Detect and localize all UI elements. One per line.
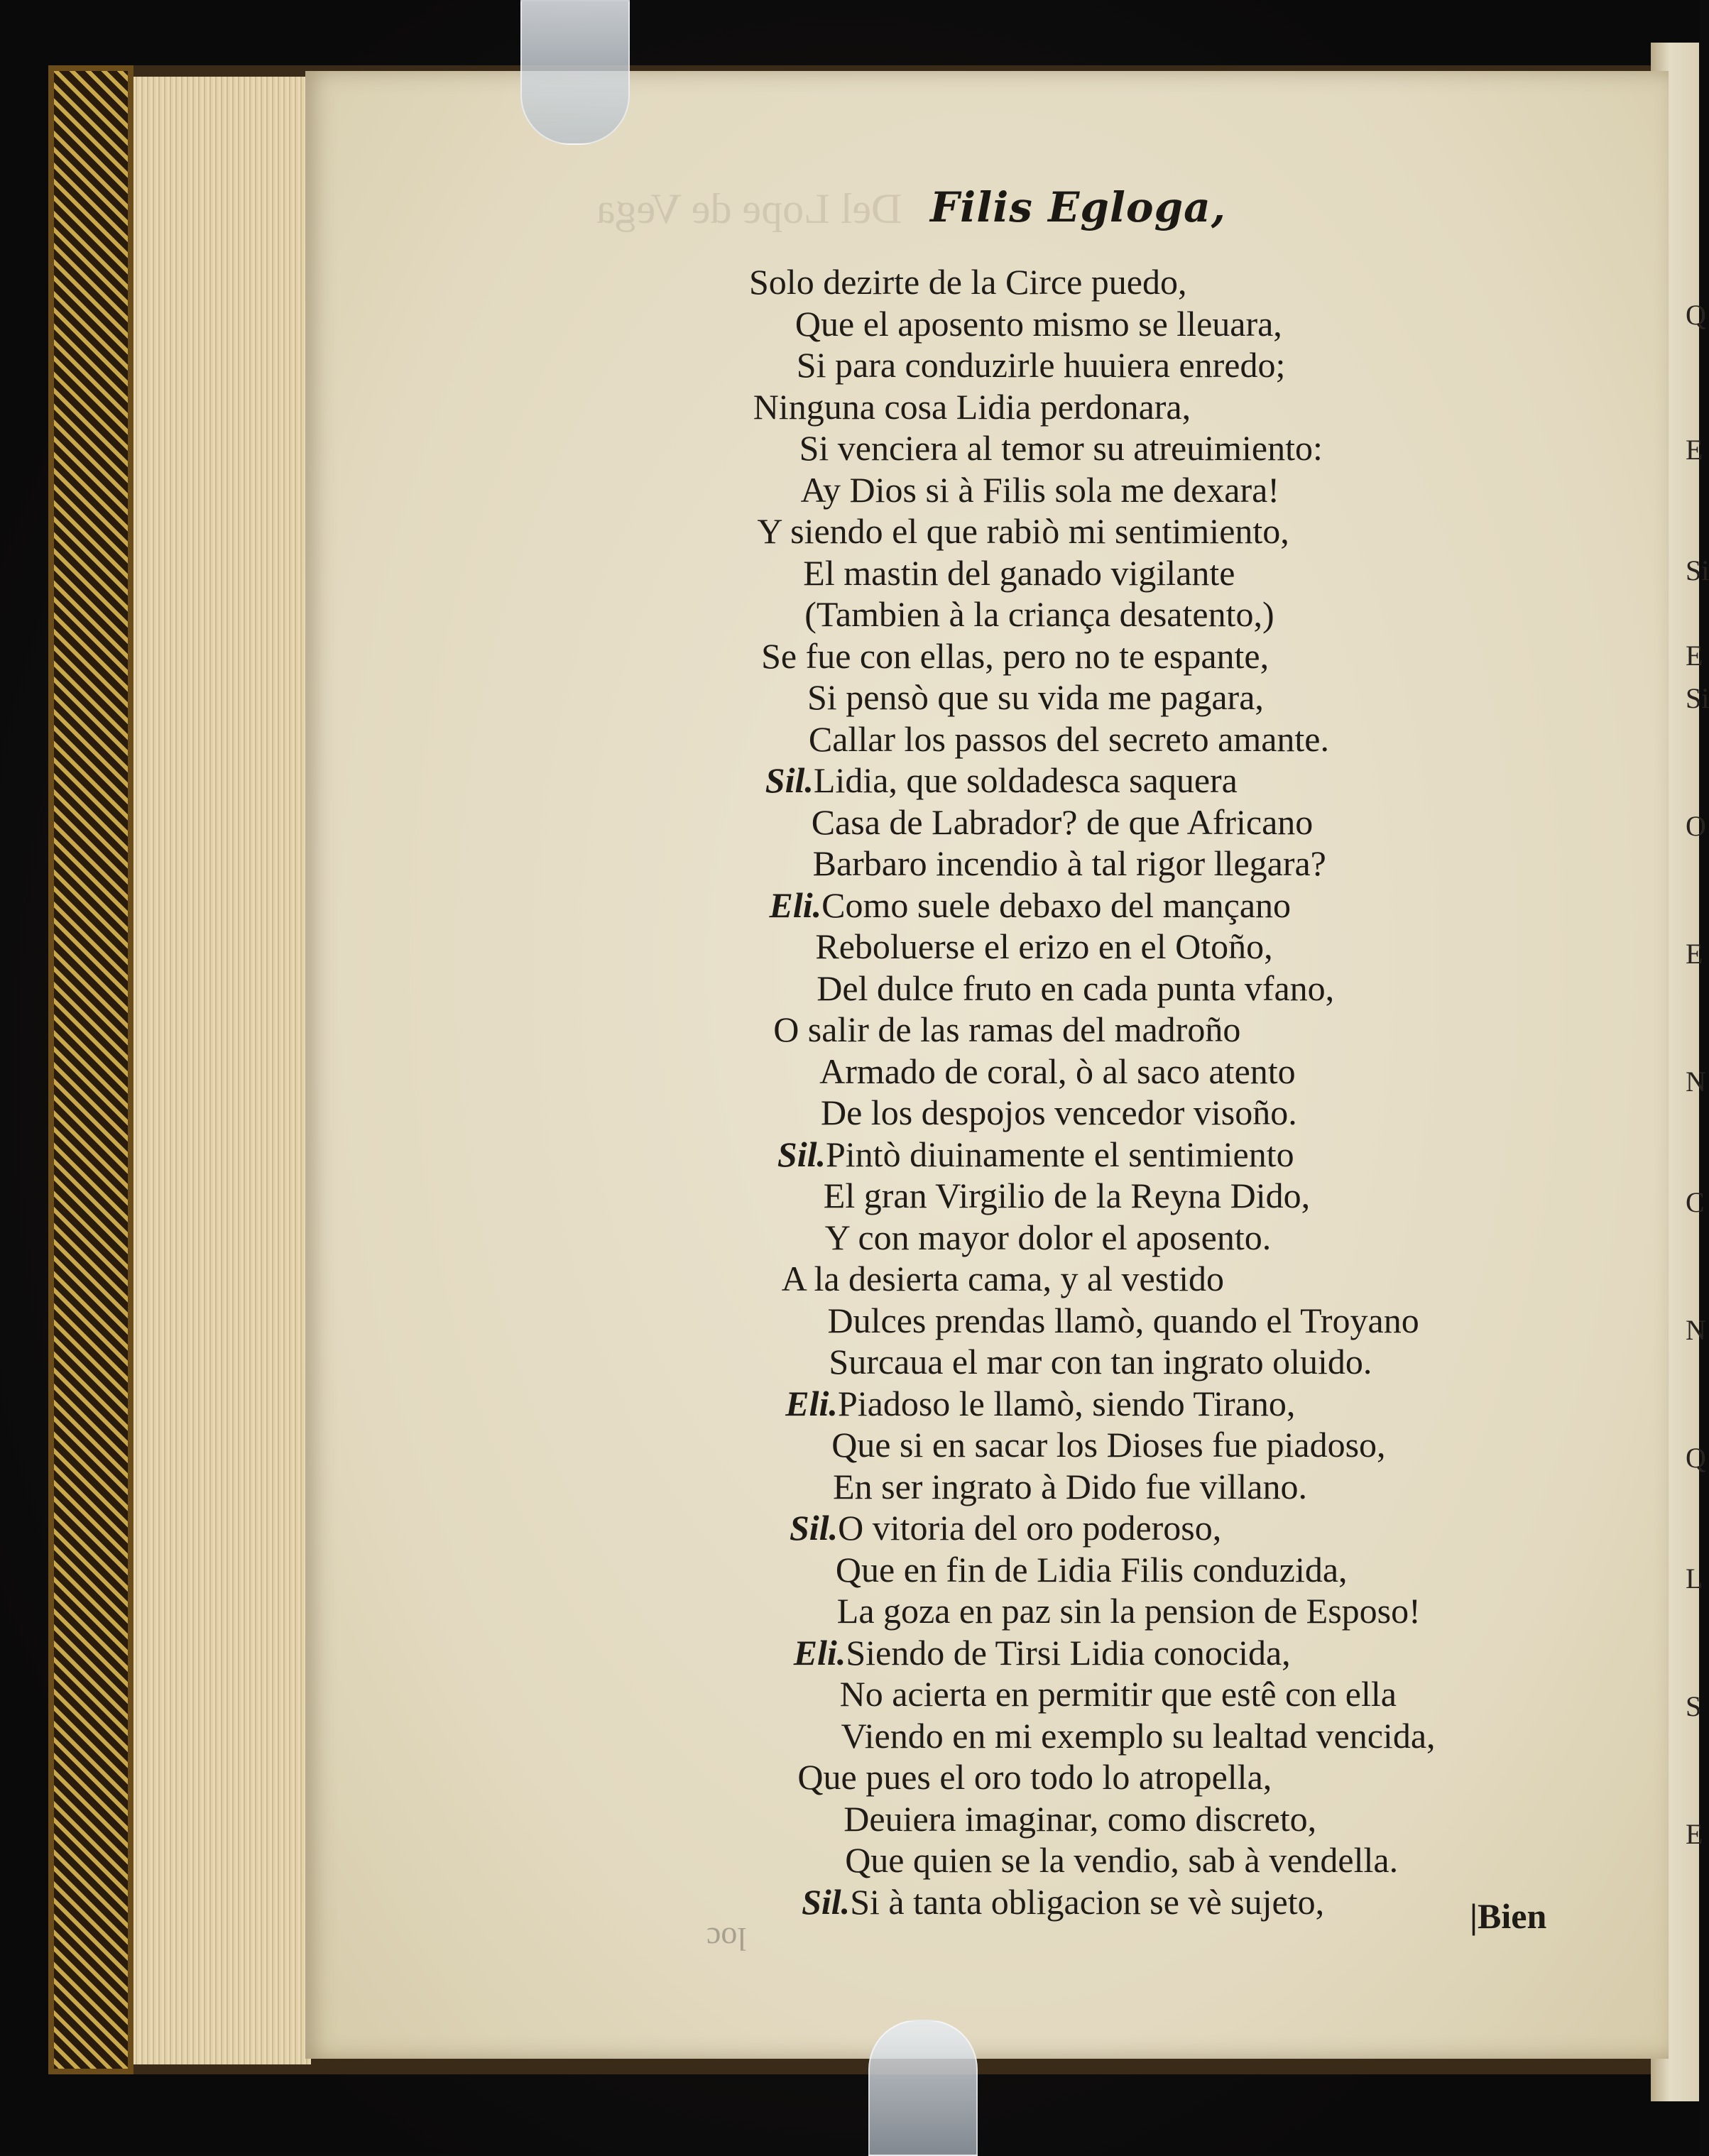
verse-text-content: En ser ingrato à Dido fue villano. xyxy=(833,1466,1307,1506)
verse-text-content: Surcaua el mar con tan ingrato oluido. xyxy=(829,1342,1372,1381)
facing-page-letter: N xyxy=(1686,1314,1706,1346)
verse-text-content: Que quien se la vendio, sab à vendella. xyxy=(845,1840,1399,1880)
page-edges xyxy=(133,77,311,2064)
verse-text-content: O vitoria del oro poderoso, xyxy=(838,1508,1222,1548)
verse-text-content: Casa de Labrador? de que Africano xyxy=(811,801,1314,842)
verse-text-content: El gran Virgilio de la Reyna Dido, xyxy=(823,1176,1311,1215)
verse-line xyxy=(753,386,1191,427)
speaker-label: Sil. xyxy=(802,1881,851,1922)
speaker-label: Eli. xyxy=(785,1383,838,1423)
verse-text-content: Reboluerse el erizo en el Otoño, xyxy=(815,926,1273,966)
verse-text-content: Si venciera al temor su atreuimiento: xyxy=(799,428,1323,468)
verse-text-content: Que el aposento mismo se lleuara, xyxy=(795,303,1282,344)
verse-line xyxy=(837,1593,1421,1629)
verse-line xyxy=(790,1508,1222,1548)
page-clip-top xyxy=(520,0,630,145)
verse-text-content: Piadoso le llamò, siendo Tirano, xyxy=(837,1383,1296,1423)
verse-text-content: A la desierta cama, y al vestido xyxy=(781,1259,1224,1298)
verse-text-content: Que en fin de Lidia Filis conduzida, xyxy=(835,1549,1348,1589)
gilt-border xyxy=(48,65,133,2074)
verse-line xyxy=(829,1344,1372,1379)
verse-line xyxy=(807,679,1264,715)
speaker-label: Sil. xyxy=(765,760,814,800)
verse-text-content: Si para conduzirle huuiera enredo; xyxy=(796,345,1286,385)
verse-line xyxy=(821,1095,1297,1130)
facing-page-letter: Q xyxy=(1686,299,1706,331)
verse-line xyxy=(831,1425,1386,1465)
verse-text-content: El mastin del ganado vigilante xyxy=(803,552,1235,593)
verse-line xyxy=(817,970,1334,1006)
verse-text-content: Barbaro incendio à tal rigor llegara? xyxy=(812,843,1326,883)
verse-line xyxy=(819,1051,1296,1091)
verse-line xyxy=(797,1759,1272,1795)
verse-line xyxy=(827,1300,1419,1340)
verse-line xyxy=(804,596,1274,632)
verse-line xyxy=(761,635,1270,676)
verse-line xyxy=(811,801,1314,842)
verse-line xyxy=(795,303,1282,344)
show-through-text: Del Lope de Vega xyxy=(596,185,902,232)
verse-text-content: Que si en sacar los Dioses fue piadoso, xyxy=(831,1425,1386,1465)
verse-text-content: Lidia, que soldadesca saquera xyxy=(813,760,1238,800)
verse-text-content: Que pues el oro todo lo atropella, xyxy=(797,1757,1272,1797)
speaker-label: Sil. xyxy=(790,1508,839,1548)
verse-line xyxy=(835,1549,1348,1589)
facing-page-letter: Si xyxy=(1686,554,1709,586)
verse-line xyxy=(785,1383,1296,1423)
facing-page-letter: E xyxy=(1686,434,1703,466)
speaker-label: Sil. xyxy=(777,1134,826,1174)
facing-page-letter: Si xyxy=(1686,682,1709,714)
facing-page-letter: E xyxy=(1686,640,1703,672)
verse-text-content: Del dulce fruto en cada punta vfano, xyxy=(817,968,1335,1008)
facing-page-letter: C xyxy=(1686,1186,1705,1218)
facing-page-letter: E xyxy=(1686,938,1703,970)
verse-text-content: De los despojos vencedor visoño. xyxy=(821,1093,1297,1132)
verse-text-content: Pintò diuinamente el sentimiento xyxy=(825,1134,1294,1174)
verse-line xyxy=(824,1178,1310,1213)
verse-text-content: Armado de coral, ò al saco atento xyxy=(819,1051,1296,1091)
verse-line xyxy=(802,1881,1325,1922)
verse-line xyxy=(841,1715,1436,1756)
signature-mark: loc xyxy=(706,1921,747,1957)
verse-text-content: Como suele debaxo del mançano xyxy=(821,885,1292,925)
verse-line xyxy=(812,843,1326,883)
verse-line xyxy=(757,513,1289,549)
facing-page-letter: N xyxy=(1686,1066,1706,1098)
verse-text-content: Ay Dios si à Filis sola me dexara! xyxy=(800,469,1279,510)
facing-page-letter: L xyxy=(1686,1563,1703,1594)
verse-text-content: Solo dezirte de la Circe puedo, xyxy=(749,262,1187,302)
facing-page-letter: S xyxy=(1686,1690,1702,1722)
verse-line xyxy=(833,1466,1307,1506)
speaker-label: Eli. xyxy=(769,885,822,925)
verse-text-content: Se fue con ellas, pero no te espante, xyxy=(761,635,1270,676)
verse-line xyxy=(797,347,1286,383)
verse-line xyxy=(840,1676,1397,1712)
verse-line xyxy=(793,1632,1291,1673)
verse-text-content: No acierta en permitir que estê con ella xyxy=(839,1674,1397,1714)
speaker-label: Eli. xyxy=(793,1632,846,1673)
facing-page-letter: Q xyxy=(1686,1442,1706,1474)
verse-line xyxy=(824,1217,1272,1257)
verse-text-content: (Tambien à la criança desatento,) xyxy=(804,594,1274,634)
running-header: Filis Egloga, xyxy=(930,183,1226,231)
verse-line xyxy=(777,1134,1294,1174)
verse-line xyxy=(749,264,1186,300)
page-clip-bottom xyxy=(868,2020,978,2156)
verse-line xyxy=(799,430,1323,466)
verse-line xyxy=(782,1261,1224,1296)
verse-line xyxy=(803,552,1235,593)
facing-page-letter: E xyxy=(1686,1818,1703,1850)
facing-page-letter: O xyxy=(1686,810,1706,842)
verse-text-content: Si à tanta obligacion se vè sujeto, xyxy=(850,1881,1325,1922)
verse-line xyxy=(808,718,1329,759)
verse-line xyxy=(843,1798,1317,1839)
verse-line xyxy=(770,887,1292,923)
verse-text-content: Dulces prendas llamò, quando el Troyano xyxy=(827,1300,1419,1340)
verse-text-content: O salir de las ramas del madroño xyxy=(773,1009,1241,1049)
verse-text-content: Si pensò que su vida me pagara, xyxy=(807,677,1264,717)
verse-text-content: Y siendo el que rabiò mi sentimiento, xyxy=(757,511,1289,551)
verse-line xyxy=(815,926,1273,966)
verse-line xyxy=(845,1842,1398,1878)
verse-text-content: Deuiera imaginar, como discreto, xyxy=(843,1798,1317,1839)
verse-line xyxy=(765,762,1238,798)
verse-line xyxy=(800,469,1279,510)
verse-text-content: Viendo en mi exemplo su lealtad vencida, xyxy=(841,1715,1436,1756)
verse-text-content: Callar los passos del secreto amante. xyxy=(808,718,1329,759)
verse-line xyxy=(773,1009,1241,1049)
verse-text-content: Y con mayor dolor el aposento. xyxy=(824,1217,1272,1257)
verse-text-content: Ninguna cosa Lidia perdonara, xyxy=(753,386,1191,427)
verse-text-content: La goza en paz sin la pension de Esposo! xyxy=(836,1591,1421,1631)
catchword: |Bien xyxy=(1470,1896,1547,1936)
verse-text-content: Siendo de Tirsi Lidia conocida, xyxy=(846,1632,1291,1673)
